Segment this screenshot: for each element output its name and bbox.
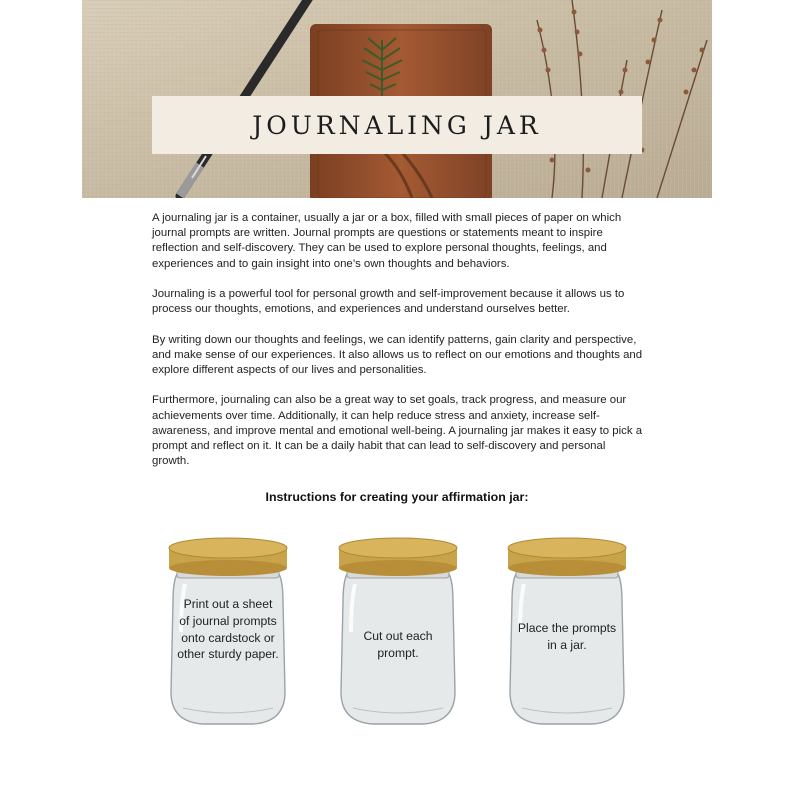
page-title: JOURNALING JAR — [252, 110, 542, 140]
instructions-heading: Instructions for creating your affirmation jar: — [265, 490, 529, 504]
title-banner — [152, 96, 642, 154]
paragraph: A journaling jar is a container, usually a jar or a box, filled with small pieces of paper on which journal prompts are written. Journal prompts are questions or statements meant to inspire reflection and self-discovery. They can be used to explore personal thoughts, feelings, and experiences and to gain insight into one’s own thoughts and behaviors. — [152, 212, 622, 270]
jar-step-3 — [502, 532, 632, 730]
jar-step-2 — [333, 532, 463, 730]
paragraph: Furthermore, journaling can also be a great way to set goals, track progress, and measure our achievements over time. Additionally, it can help reduce stress and anxiety, increase self-awareness, and improve mental and emotional well-being. A journaling jar makes it easy to pick a prompt and reflect on it. It can be a daily habit that can lead to self-discovery and personal growth. — [152, 394, 643, 468]
paragraph: Journaling is a powerful tool for personal growth and self-improvement because it allows us to process our thoughts, emotions, and experiences and understand ourselves better. — [152, 288, 625, 316]
jar-step-text: Place the prompts in a jar. — [517, 621, 617, 652]
jar-step-1 — [163, 532, 293, 730]
jar-step-text: Cut out each prompt. — [363, 629, 433, 660]
jar-step-text: Print out a sheet of journal prompts onto cardstock or other sturdy paper. — [177, 597, 279, 662]
paragraph: By writing down our thoughts and feelings, we can identify patterns, gain clarity and perspective, and make sense of our experiences. It also allows us to reflect on our emotions and thoughts and explore different aspects of our lives and personalities. — [152, 333, 643, 376]
body-text — [152, 211, 644, 485]
